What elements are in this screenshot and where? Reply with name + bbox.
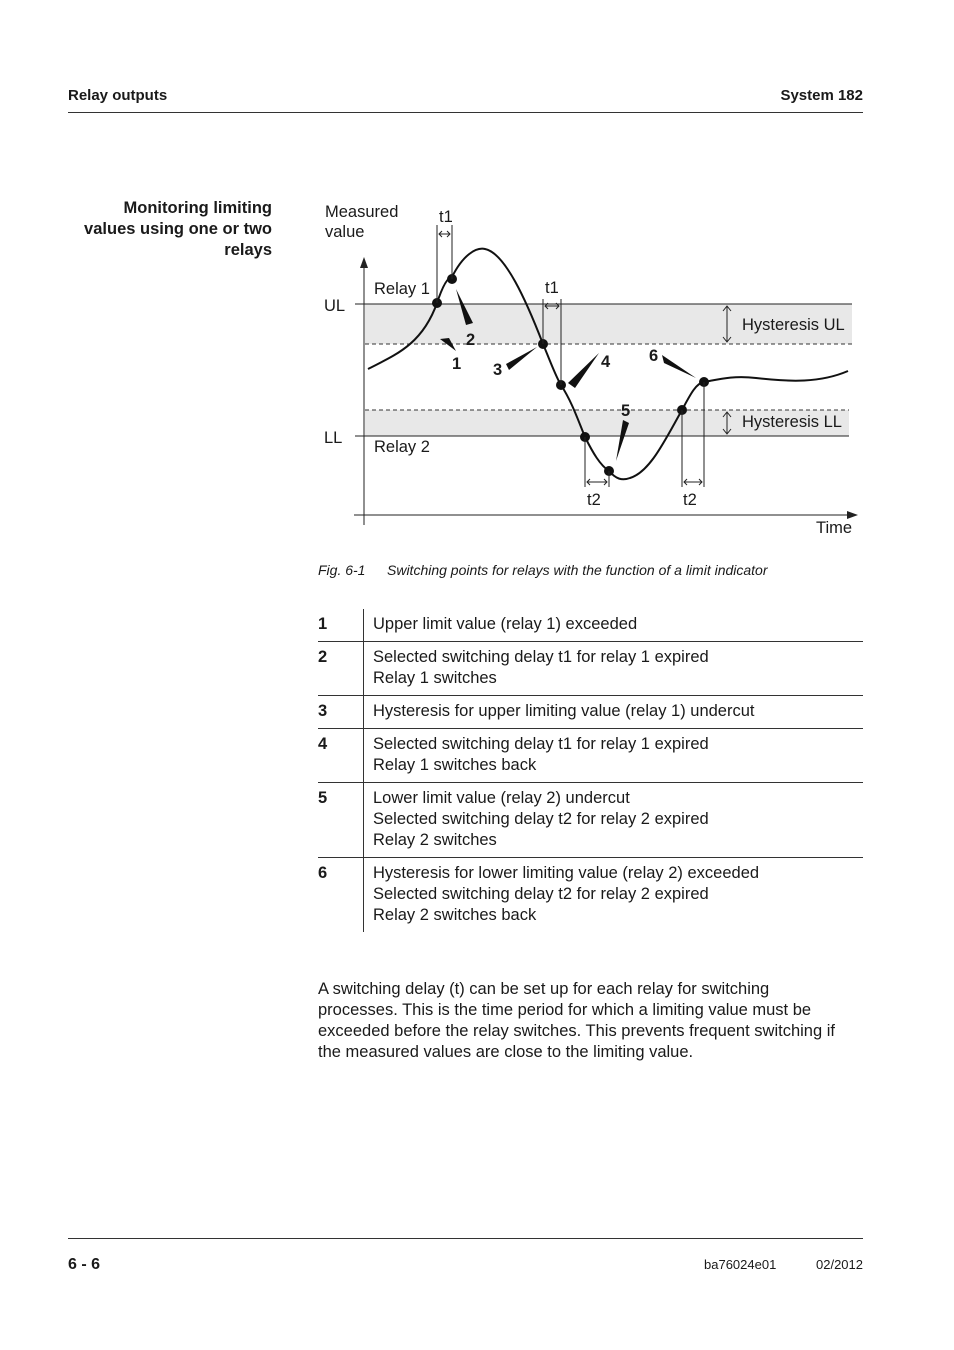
t1-label: t1: [545, 279, 559, 297]
page-number: 6 - 6: [68, 1256, 101, 1273]
legend-number: 2: [318, 642, 364, 696]
x-axis-arrow: [847, 511, 858, 519]
y-axis-arrow: [360, 257, 368, 268]
table-row: [318, 609, 863, 642]
legend-number: 6: [318, 858, 364, 933]
table-row: [318, 696, 863, 729]
paragraph-line: exceeded before the relay switches. This prevents frequent switching if: [318, 1022, 835, 1040]
section-heading-line: values using one or two: [84, 220, 272, 238]
legend-line: Relay 2 switches back: [373, 906, 537, 924]
marker-number: 1: [452, 355, 462, 373]
paragraph-line: processes. This is the time period for which a limiting value must be: [318, 1001, 812, 1019]
header-rule: [68, 112, 863, 113]
document-date: 02/2012: [816, 1257, 863, 1272]
figure-number: Fig. 6-1: [318, 562, 366, 578]
legend-table: [318, 609, 863, 932]
section-heading-line: Monitoring limiting: [123, 199, 272, 217]
legend-description: [364, 858, 864, 933]
legend-number: 3: [318, 696, 364, 729]
pointer-wedge-3: [506, 347, 537, 370]
legend-number: 5: [318, 783, 364, 858]
ul-label: UL: [324, 297, 346, 315]
legend-description: [364, 609, 864, 642]
legend-number: 4: [318, 729, 364, 783]
legend-line: Lower limit value (relay 2) undercut: [373, 789, 630, 807]
y-axis-label-line: value: [325, 223, 365, 241]
table-row: [318, 858, 863, 933]
legend-line: Relay 2 switches: [373, 831, 497, 849]
table-row: [318, 783, 863, 858]
legend-number: 1: [318, 609, 364, 642]
marker-number: 4: [601, 353, 611, 371]
legend-line: Hysteresis for lower limiting value (relay 2) exceeded: [373, 864, 760, 882]
legend-description: [364, 783, 864, 858]
figure-caption: [318, 562, 768, 578]
ll-label: LL: [324, 429, 343, 447]
legend-line: Hysteresis for upper limiting value (relay 1) undercut: [373, 702, 755, 720]
legend-line: Relay 1 switches back: [373, 756, 537, 774]
y-axis-label-line: Measured: [325, 203, 399, 221]
relay-switching-diagram: [300, 195, 865, 545]
header-product-name: System 182: [780, 87, 863, 104]
t1-label: t1: [439, 208, 453, 226]
legend-line: Selected switching delay t1 for relay 1 expired: [373, 735, 709, 753]
relay1-label: Relay 1: [374, 280, 430, 298]
table-row: [318, 729, 863, 783]
marker-number: 6: [649, 347, 659, 365]
t2-label: t2: [683, 491, 697, 509]
hysteresis-ul-label: Hysteresis UL: [742, 316, 845, 334]
marker-number: 5: [621, 402, 631, 420]
body-paragraph: [318, 979, 866, 1063]
marker-number: 3: [493, 361, 503, 379]
hysteresis-ll-label: Hysteresis LL: [742, 413, 842, 431]
pointer-wedge-6: [662, 355, 696, 378]
section-heading-line: relays: [224, 241, 272, 259]
legend-line: Selected switching delay t2 for relay 2 expired: [373, 885, 709, 903]
relay2-label: Relay 2: [374, 438, 430, 456]
figure-caption-text: Switching points for relays with the function of a limit indicator: [387, 562, 768, 578]
legend-description: [364, 696, 864, 729]
legend-line: Relay 1 switches: [373, 669, 497, 687]
t2-label: t2: [587, 491, 601, 509]
section-heading: [60, 198, 272, 261]
pointer-wedge-4: [568, 353, 599, 388]
legend-line: Selected switching delay t1 for relay 1 expired: [373, 648, 709, 666]
marker-number: 2: [466, 331, 476, 349]
legend-description: [364, 729, 864, 783]
footer-rule: [68, 1238, 863, 1239]
x-axis-label: Time: [816, 519, 853, 537]
header-section-title: Relay outputs: [68, 87, 168, 104]
legend-line: Selected switching delay t2 for relay 2 expired: [373, 810, 709, 828]
legend-description: [364, 642, 864, 696]
paragraph-line: A switching delay (t) can be set up for each relay for switching: [318, 980, 770, 998]
table-row: [318, 642, 863, 696]
document-id: ba76024e01: [704, 1257, 777, 1272]
legend-line: Upper limit value (relay 1) exceeded: [373, 615, 638, 633]
paragraph-line: the measured values are close to the limiting value.: [318, 1043, 694, 1061]
